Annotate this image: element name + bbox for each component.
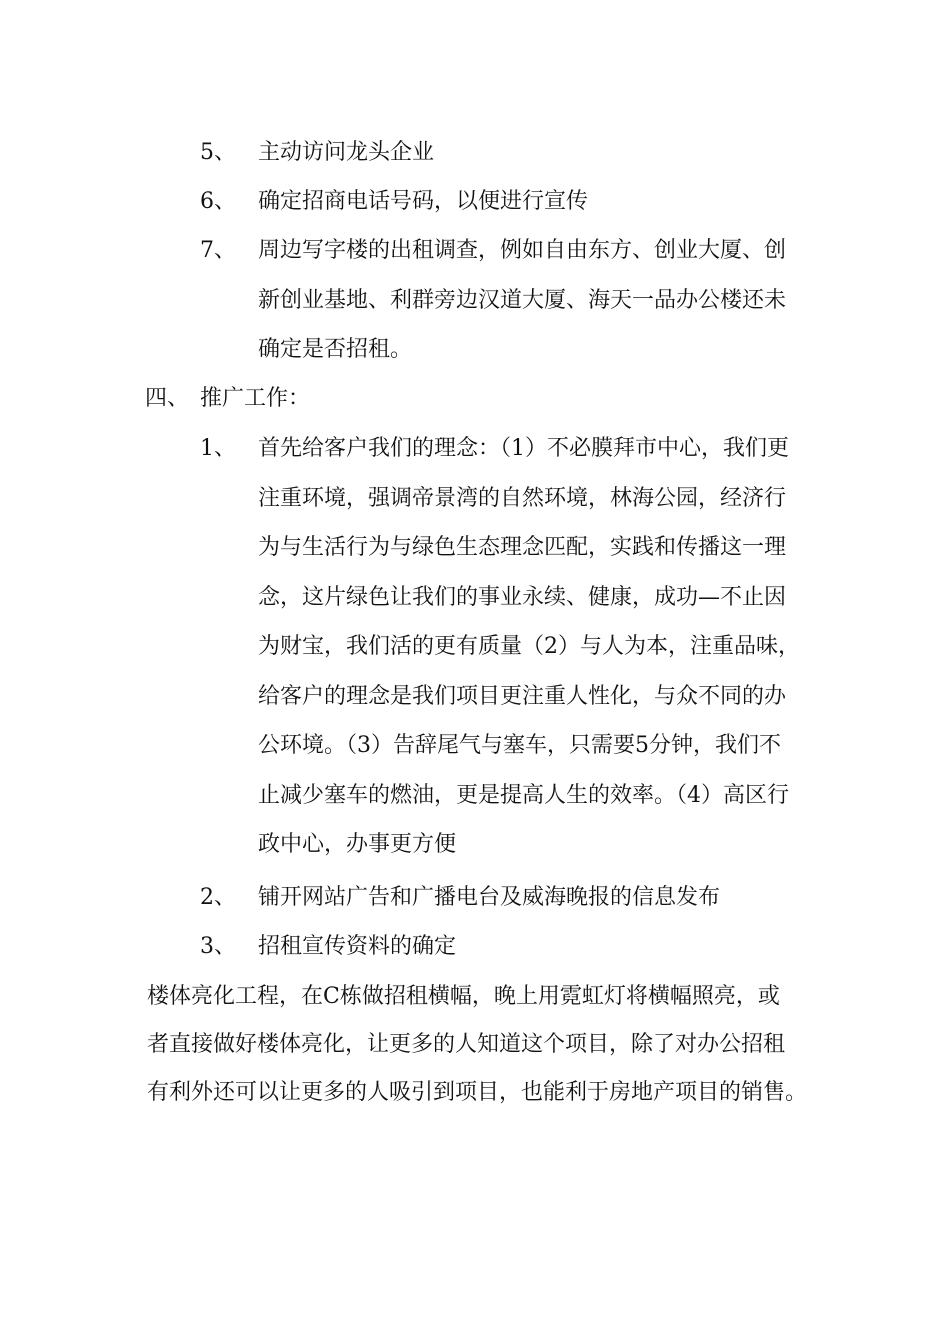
item-text-line: 周边写字楼的出租调查，例如自由东方、创业大厦、创 [258, 238, 787, 263]
item-text-line: 注重环境，强调帝景湾的自然环境，林海公园，经济行 [258, 485, 787, 511]
item-number: 1、 [200, 436, 236, 461]
item-text-line: 首先给客户我们的理念：（1）不必膜拜市中心，我们更 [258, 436, 789, 461]
paragraph-line: 者直接做好楼体亮化，让更多的人知道这个项目，除了对办公招租 [147, 1032, 786, 1057]
body-paragraph [147, 973, 807, 1117]
item-text-line: 念，这片绿色让我们的事业永续、健康，成功—不止因 [258, 584, 787, 610]
item-text-line: 招租宣传资料的确定 [258, 934, 457, 959]
item-number: 5、 [200, 140, 236, 165]
section-number: 四、 [145, 386, 190, 411]
item-number: 3、 [200, 934, 236, 959]
item-text-line: 为与生活行为与绿色生态理念匹配，实践和传播这一理 [258, 535, 787, 560]
paragraph-line: 楼体亮化工程，在C栋做招租横幅，晚上用霓虹灯将横幅照亮，或 [147, 984, 780, 1009]
item-text-line: 确定招商电话号码，以便进行宣传 [258, 189, 589, 214]
item-text-line: 给客户的理念是我们项目更注重人性化，与众不同的办 [258, 683, 787, 709]
item-text-line: 确定是否招租。 [258, 337, 413, 362]
item-number: 2、 [200, 885, 236, 910]
item-text-line: 政中心，办事更方便 [258, 832, 457, 857]
item-text-line: 公环境。（3）告辞尾气与塞车，只需要5分钟，我们不 [258, 733, 781, 758]
item-text-line: 为财宝，我们活的更有质量（2）与人为本，注重品味， [258, 634, 800, 659]
item-number: 6、 [200, 189, 236, 214]
paragraph-line: 有利外还可以让更多的人吸引到项目，也能利于房地产项目的销售。 [147, 1080, 808, 1105]
item-text-line: 止减少塞车的燃油，更是提高人生的效率。（4）高区行 [258, 782, 789, 808]
item-text-line: 新创业基地、利群旁边汉道大厦、海天一品办公楼还未 [258, 287, 787, 313]
item-text-line: 铺开网站广告和广播电台及威海晚报的信息发布 [258, 885, 721, 910]
item-text-line: 主动访问龙头企业 [258, 140, 435, 165]
item-number: 7、 [200, 238, 236, 263]
section-title: 推广工作： [200, 386, 311, 411]
